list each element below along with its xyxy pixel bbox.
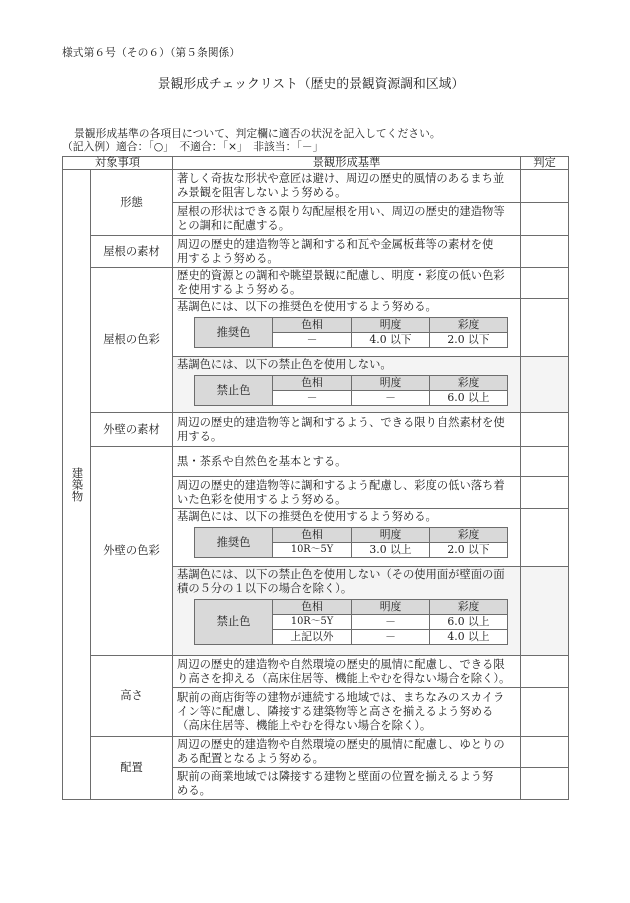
criterion-cell xyxy=(173,170,521,203)
criterion-text-line: 周辺の歴史的建造物等に調和するよう配慮し、彩度の低い落ち着 xyxy=(177,478,505,492)
criterion-text-line: 基調色には、以下の禁止色を使用しない（その使用面が壁面の面 xyxy=(177,568,505,581)
criterion-text-line: いた色彩を使用するよう努める。 xyxy=(177,492,347,506)
criterion-cell xyxy=(173,268,521,299)
value-value: 4.0 以下 xyxy=(352,333,430,348)
criterion-text-line: （高床住居等、機能上やむを得ない場合を除く）。 xyxy=(177,719,432,732)
criterion-cell xyxy=(173,688,521,737)
recommended-color-table xyxy=(194,527,508,558)
hue-value: 上記以外 xyxy=(273,630,352,645)
criterion-text-line: 周辺の歴史的建造物や自然環境の歴史的風情に配慮し、できる限 xyxy=(177,657,505,671)
judgment-cell[interactable] xyxy=(521,688,569,737)
item-label-roof-material: 屋根の素材 xyxy=(91,236,173,268)
column-chroma: 彩度 xyxy=(430,528,508,543)
column-hue: 色相 xyxy=(273,318,352,333)
table-row xyxy=(63,737,569,768)
judgment-cell[interactable] xyxy=(521,413,569,447)
criterion-text-line: 黒・茶系や自然色を基本とする。 xyxy=(177,454,347,468)
judgment-cell[interactable] xyxy=(521,567,569,656)
header-judgment: 判定 xyxy=(521,157,569,170)
color-table-label: 禁止色 xyxy=(195,600,273,645)
color-table-label: 禁止色 xyxy=(195,376,273,406)
judgment-cell[interactable] xyxy=(521,656,569,688)
criterion-text-line: り高さを抑える（高床住居等、機能上やむを得ない場合を除く）。 xyxy=(177,671,511,685)
criterion-text-line: イン等に配慮し、隣接する建築物等と高さを揃えるよう努める xyxy=(177,705,494,718)
chroma-value: 2.0 以下 xyxy=(430,333,508,348)
item-label-layout: 配置 xyxy=(91,737,173,800)
hue-value: － xyxy=(273,391,352,406)
criterion-text-line: 用するよう努める。 xyxy=(177,251,279,265)
column-value: 明度 xyxy=(352,318,430,333)
table-row xyxy=(63,236,569,268)
criterion-cell xyxy=(173,477,521,509)
table-row xyxy=(63,413,569,447)
criterion-cell xyxy=(173,656,521,688)
judgment-cell[interactable] xyxy=(521,447,569,477)
criterion-cell xyxy=(173,203,521,236)
item-label-form: 形態 xyxy=(91,170,173,236)
criterion-cell xyxy=(173,413,521,447)
criterion-text-line: を使用するよう努める。 xyxy=(177,283,302,296)
judgment-cell[interactable] xyxy=(521,357,569,413)
form-number: 様式第６号（その６）（第５条関係） xyxy=(62,46,241,59)
judgment-cell[interactable] xyxy=(521,268,569,299)
criterion-text-line: 屋根の形状はできる限り勾配屋根を用い、周辺の歴史的建造物等 xyxy=(177,205,505,218)
criterion-text-line: 積の５分の１以下の場合を除く）。 xyxy=(177,582,353,595)
item-label-wall-color: 外壁の色彩 xyxy=(91,447,173,656)
criterion-text-line: 歴史的資源との調和や眺望景観に配慮し、明度・彩度の低い色彩 xyxy=(177,269,505,282)
chroma-value: 2.0 以下 xyxy=(430,543,508,558)
chroma-value: 6.0 以上 xyxy=(430,615,508,630)
criterion-cell xyxy=(173,357,521,413)
criterion-text-line: との調和に配慮する。 xyxy=(177,219,290,232)
header-criteria: 景観形成基準 xyxy=(173,157,521,170)
color-table-label: 推奨色 xyxy=(195,318,273,348)
category-cell xyxy=(63,170,91,800)
criterion-cell xyxy=(173,299,521,357)
entry-example: （記入例）適合：「○」 不適合：「×」 非該当：「－」 xyxy=(62,140,324,153)
column-value: 明度 xyxy=(352,528,430,543)
column-value: 明度 xyxy=(352,600,430,615)
criterion-text-line: 著しく奇抜な形状や意匠は避け、周辺の歴史的風情のあるまち並 xyxy=(177,172,505,185)
column-hue: 色相 xyxy=(273,376,352,391)
judgment-cell[interactable] xyxy=(521,509,569,567)
hue-value: － xyxy=(273,333,352,348)
value-value: － xyxy=(352,630,430,645)
judgment-cell[interactable] xyxy=(521,737,569,768)
item-label-roof-color: 屋根の色彩 xyxy=(91,268,173,413)
page-title: 景観形成チェックリスト（歴史的景観資源調和区域） xyxy=(157,77,465,92)
value-value: － xyxy=(352,615,430,630)
criterion-cell xyxy=(173,236,521,268)
header-target: 対象事項 xyxy=(63,157,173,170)
table-row xyxy=(63,268,569,299)
judgment-cell[interactable] xyxy=(521,477,569,509)
table-row xyxy=(63,170,569,203)
checklist-container xyxy=(62,156,569,800)
criterion-text-line: 基調色には、以下の推奨色を使用するよう努める。 xyxy=(177,510,437,523)
criterion-cell xyxy=(173,509,521,567)
column-chroma: 彩度 xyxy=(430,376,508,391)
judgment-cell[interactable] xyxy=(521,768,569,800)
prohibited-color-table xyxy=(194,599,508,645)
judgment-cell[interactable] xyxy=(521,170,569,203)
criterion-cell xyxy=(173,768,521,800)
criterion-text-line: 基調色には、以下の推奨色を使用するよう努める。 xyxy=(177,300,437,313)
judgment-cell[interactable] xyxy=(521,236,569,268)
item-label-height: 高さ xyxy=(91,656,173,737)
instruction-text: 景観形成基準の各項目について、判定欄に適否の状況を記入してください。 xyxy=(74,127,441,140)
prohibited-color-table xyxy=(194,375,508,406)
chroma-value: 6.0 以上 xyxy=(430,391,508,406)
recommended-color-table xyxy=(194,317,508,348)
item-label-wall-material: 外壁の素材 xyxy=(91,413,173,447)
criterion-text-line: める。 xyxy=(177,783,211,797)
column-hue: 色相 xyxy=(273,600,352,615)
color-table-label: 推奨色 xyxy=(195,528,273,558)
value-value: － xyxy=(352,391,430,406)
criterion-text-line: 周辺の歴史的建造物や自然環境の歴史的風情に配慮し、ゆとりの xyxy=(177,738,505,751)
table-row xyxy=(63,656,569,688)
judgment-cell[interactable] xyxy=(521,203,569,236)
criterion-text-line: 用する。 xyxy=(177,429,223,443)
column-value: 明度 xyxy=(352,376,430,391)
checklist-table xyxy=(62,156,569,800)
column-hue: 色相 xyxy=(273,528,352,543)
criterion-text-line: 駅前の商業地域では隣接する建物と壁面の位置を揃えるよう努 xyxy=(177,769,494,783)
criterion-text-line: み景観を阻害しないよう努める。 xyxy=(177,186,347,199)
table-row xyxy=(63,447,569,477)
criterion-text-line: 基調色には、以下の禁止色を使用しない。 xyxy=(177,358,392,371)
criterion-cell xyxy=(173,737,521,768)
category-label: 建築物 xyxy=(70,466,84,503)
hue-value: 10R～5Y xyxy=(273,615,352,630)
criterion-text-line: ある配置となるよう努める。 xyxy=(177,752,324,765)
hue-value: 10R～5Y xyxy=(273,543,352,558)
header-row xyxy=(63,157,569,170)
criterion-cell xyxy=(173,567,521,656)
value-value: 3.0 以上 xyxy=(352,543,430,558)
criterion-text-line: 駅前の商店街等の建物が連続する地域では、まちなみのスカイラ xyxy=(177,691,505,704)
criterion-cell xyxy=(173,447,521,477)
column-chroma: 彩度 xyxy=(430,600,508,615)
criterion-text-line: 周辺の歴史的建造物等と調和する和瓦や金属板葺等の素材を使 xyxy=(177,237,494,251)
column-chroma: 彩度 xyxy=(430,318,508,333)
chroma-value: 4.0 以上 xyxy=(430,630,508,645)
judgment-cell[interactable] xyxy=(521,299,569,357)
criterion-text-line: 周辺の歴史的建造物等と調和するよう、できる限り自然素材を使 xyxy=(177,415,505,429)
